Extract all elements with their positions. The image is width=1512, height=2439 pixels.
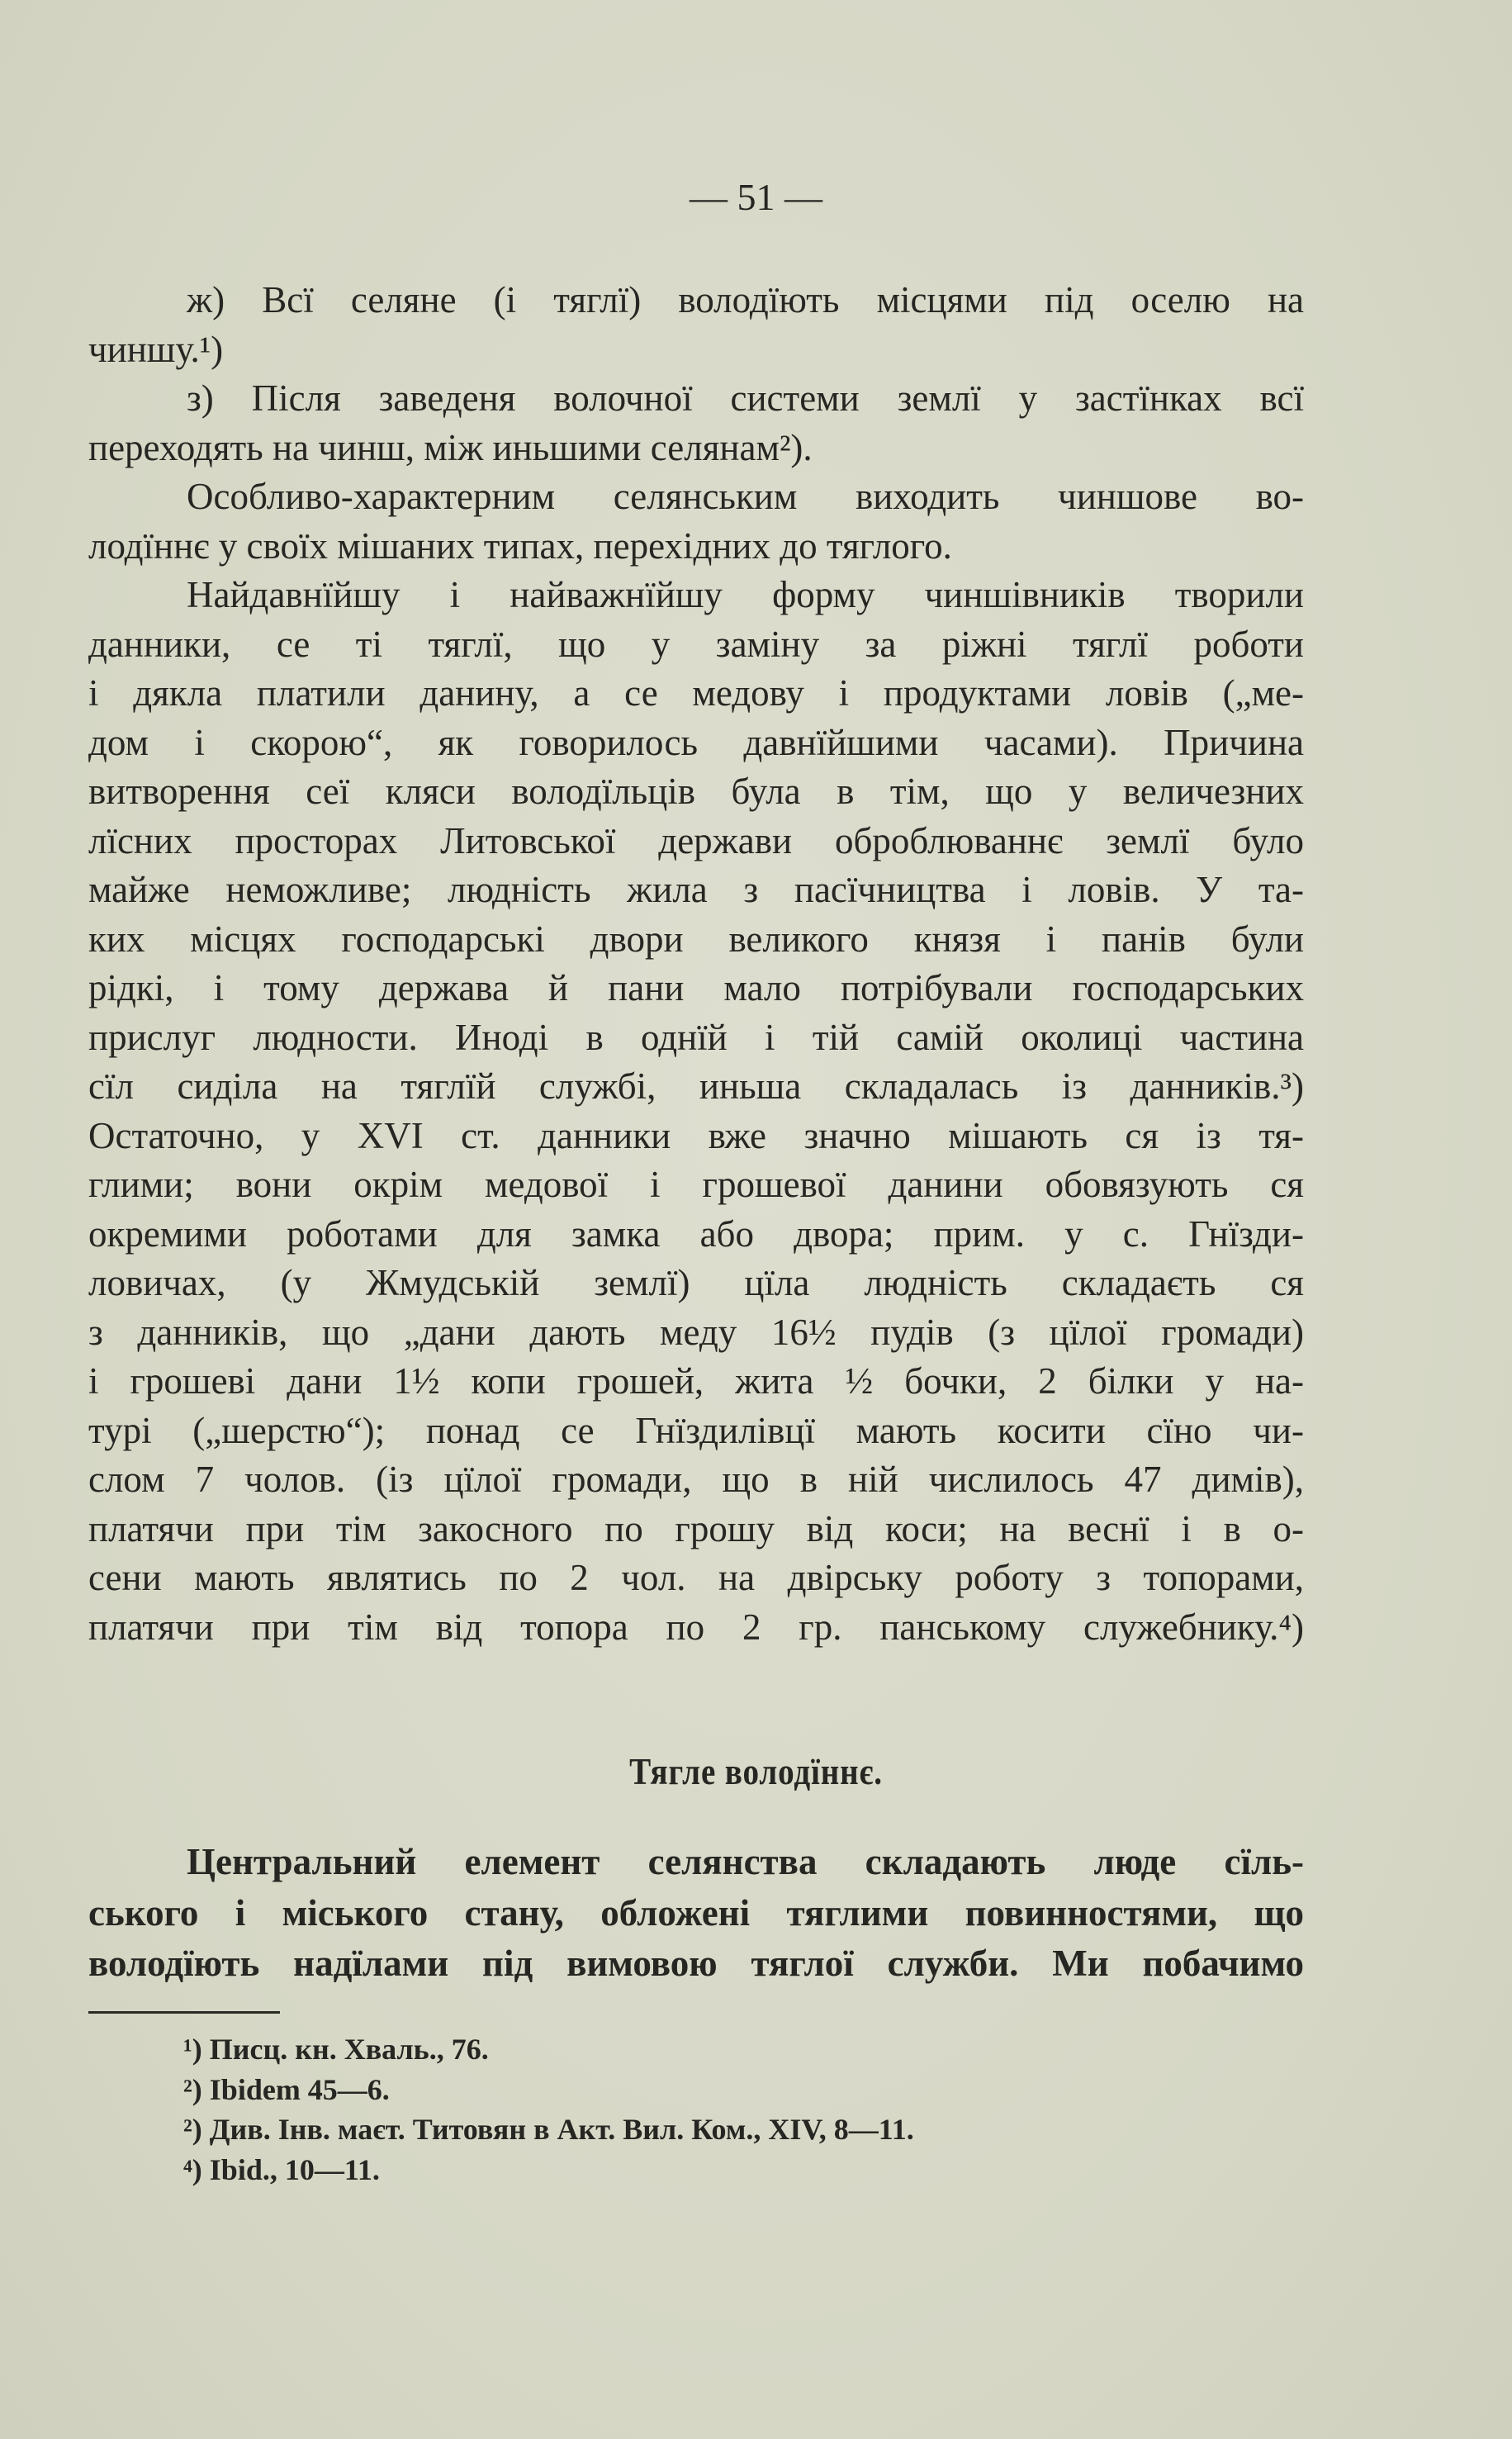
text-line: Особливо-характерним селянським виходить чиншове во- xyxy=(187,476,1304,517)
text-line: ких місцях господарські двори великого князя і панів були xyxy=(88,918,1304,960)
page-number: — 51 — xyxy=(690,176,822,218)
text-line: данники, се ті тяглї, що у заміну за ріжні тяглї роботи xyxy=(88,623,1304,665)
text-line: сїл сиділа на тяглїй службі, иньша складалась із данників.³) xyxy=(88,1065,1304,1107)
text-line: лодїннє у своїх мішаних типах, перехідних до тяглого. xyxy=(88,524,952,567)
text-line: витворення сеї кляси володїльців була в тім, що у величезних xyxy=(88,771,1304,812)
text-line: і дякла платили данину, а се медову і продуктами ловів („ме- xyxy=(88,672,1304,714)
text-line: Центральний елемент селянства складають люде сїль- xyxy=(187,1841,1304,1882)
footnote-divider xyxy=(88,2011,280,2014)
text-line: окремими роботами для замка або двора; прим. у с. Гнїзди- xyxy=(88,1212,1304,1255)
text-line: глими; вони окрім медової і грошевої данини обовязують ся xyxy=(88,1164,1304,1205)
text-line: ловичах, (у Жмудській землї) цїла людність складаєть ся xyxy=(88,1262,1304,1303)
text-line: володїють надїлами під вимовою тяглої служби. Ми побачимо xyxy=(88,1943,1304,1984)
section-heading: Тягле володїннє. xyxy=(629,1750,883,1792)
text-line: Найдавнїйшу і найважнїйшу форму чиншівників творили xyxy=(187,574,1304,615)
text-line: ж) Всї селяне (і тяглї) володїють місцями під оселю на xyxy=(187,279,1304,320)
text-line: і грошеві дани 1½ копи грошей, жита ½ бочки, 2 білки у на- xyxy=(88,1360,1304,1402)
footnotes xyxy=(183,2029,914,2190)
text-line: з данників, що „дани дають меду 16½ пудів (з цїлої громади) xyxy=(88,1311,1304,1353)
text-line: ського і міського стану, обложені тяглими повинностями, що xyxy=(88,1891,1304,1934)
text-line: чиншу.¹) xyxy=(88,328,224,370)
text-line: сени мають являтись по 2 чол. на двірську роботу з топорами, xyxy=(88,1557,1304,1598)
text-line: платячи при тім закосного по грошу від коси; на веснї і в о- xyxy=(88,1507,1304,1549)
text-line: слом 7 чолов. (із цїлої громади, що в ній числилось 47 димів), xyxy=(88,1459,1304,1500)
footnote: ²) Див. Інв. маєт. Титовян в Акт. Вил. Ком., XIV, 8—11. xyxy=(183,2113,914,2146)
footnote: ²) Ibidem 45—6. xyxy=(183,2072,390,2106)
footnote: ¹) Писц. кн. Хваль., 76. xyxy=(183,2033,489,2066)
text-line: Остаточно, у XVI ст. данники вже значно мішають ся із тя- xyxy=(88,1114,1304,1156)
section-paragraph xyxy=(88,1837,1304,1990)
text-line: лїсних просторах Литовської держави оброблюваннє землї було xyxy=(88,819,1304,861)
text-line: рідкі, і тому держава й пани мало потрібували господарських xyxy=(88,967,1304,1008)
text-line: майже неможливе; людність жила з пасїчництва і ловів. У та- xyxy=(88,869,1304,910)
text-line: дом і скорою“, як говорилось давнїйшими часами). Причина xyxy=(88,721,1304,763)
body-text xyxy=(88,276,1304,1652)
text-line: прислуг людности. Иноді в однїй і тій самій околиці частина xyxy=(88,1016,1304,1058)
text-line: переходять на чинш, між иньшими селянам²). xyxy=(88,426,813,468)
text-line: турі („шерстю“); понад се Гнїздилівцї мають косити сїно чи- xyxy=(88,1409,1304,1451)
footnote: ⁴) Ibid., 10—11. xyxy=(183,2152,380,2186)
text-line: з) Після заведеня волочної системи землї у застїнках всї xyxy=(187,377,1304,419)
text-line: платячи при тім від топора по 2 гр. панському служебнику.⁴) xyxy=(88,1606,1304,1648)
